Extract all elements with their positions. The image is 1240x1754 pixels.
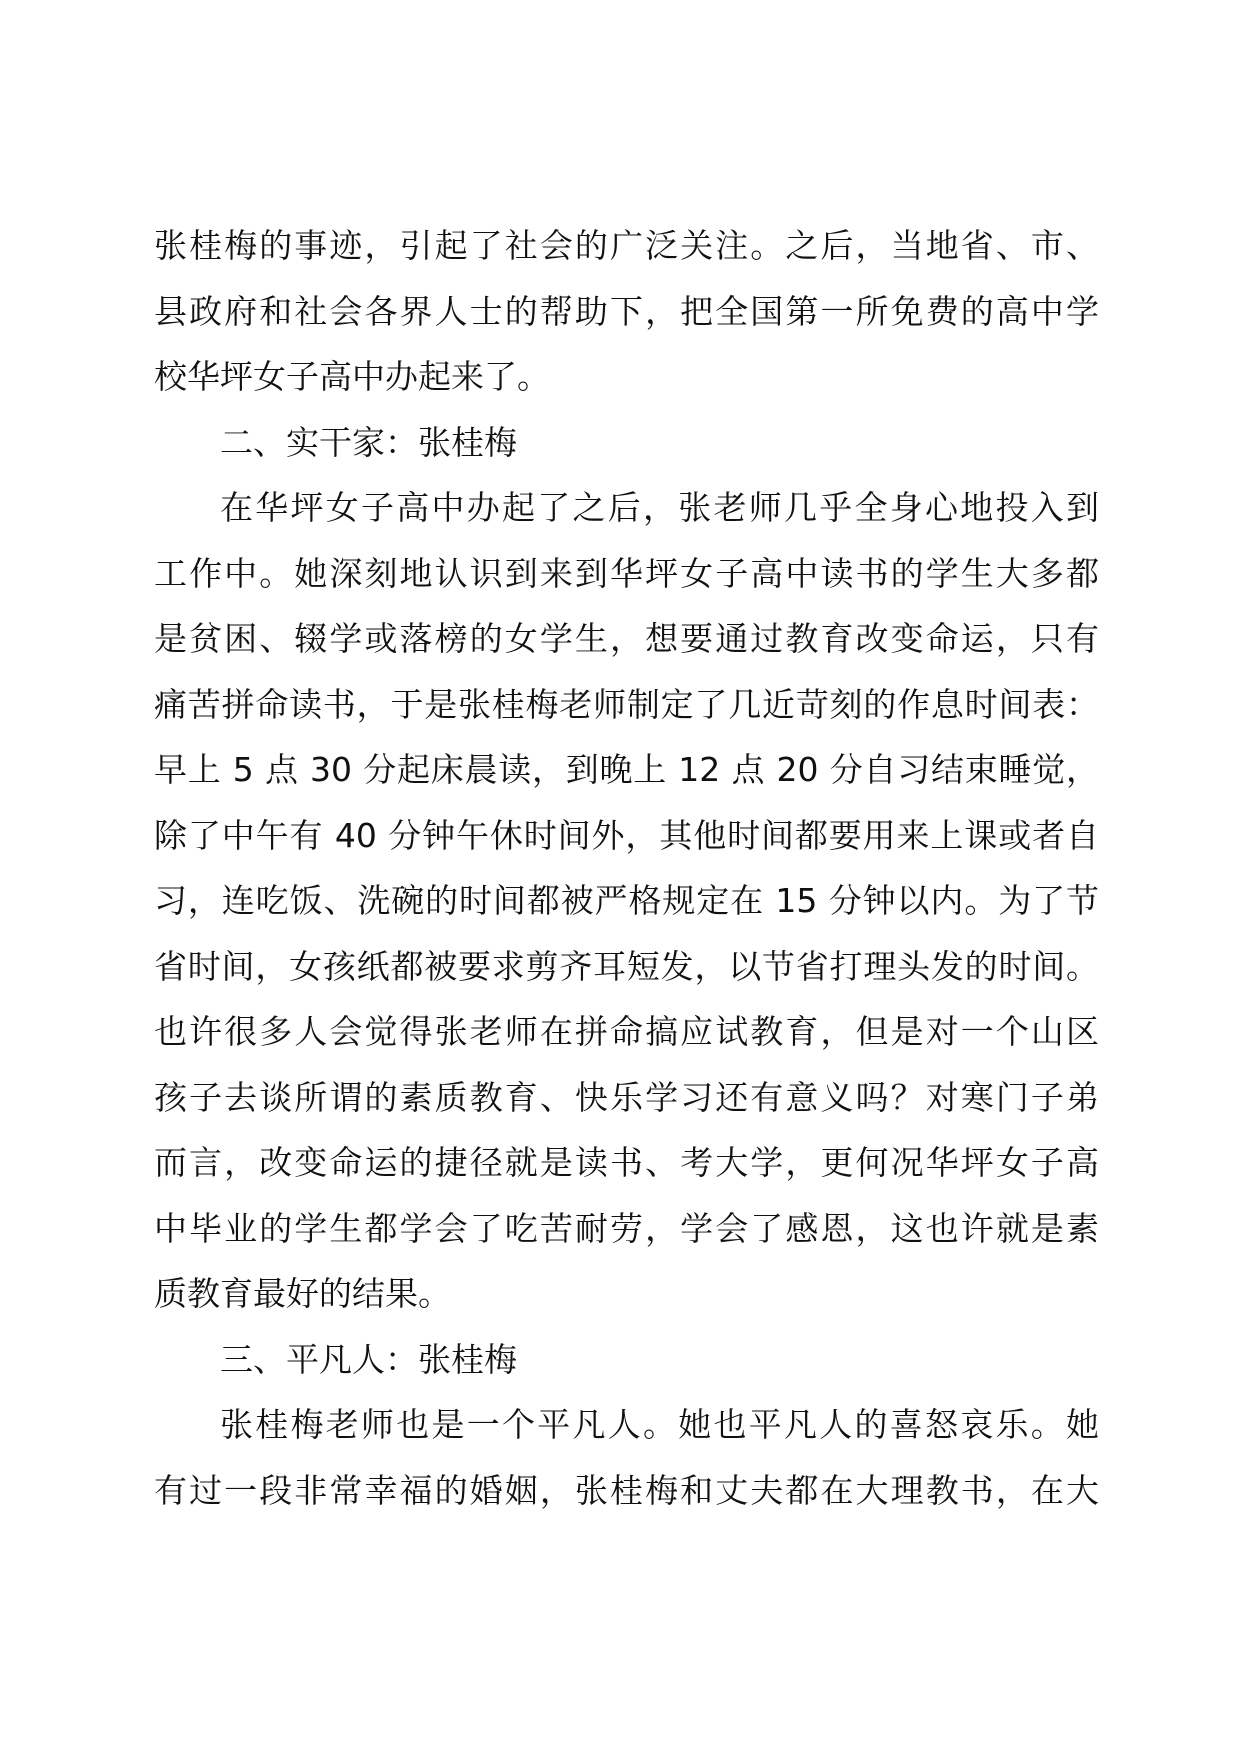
- text-line: 而言，改变命运的捷径就是读书、考大学，更何况华坪女子高: [154, 1143, 1099, 1182]
- text-line: 是贫困、辍学或落榜的女学生，想要通过教育改变命运，只有: [154, 619, 1099, 658]
- text-line: 张桂梅的事迹，引起了社会的广泛关注。之后，当地省、市、: [154, 226, 1099, 265]
- text-line: 质教育最好的结果。: [154, 1274, 451, 1313]
- text-line: 孩子去谈所谓的素质教育、快乐学习还有意义吗？对寒门子弟: [154, 1077, 1099, 1117]
- text-line: 除了中午有 40 分钟午休时间外，其他时间都要用来上课或者自: [154, 815, 1099, 855]
- text-line: 县政府和社会各界人士的帮助下，把全国第一所免费的高中学: [154, 291, 1099, 331]
- text-line: 校华坪女子高中办起来了。: [154, 357, 550, 396]
- paragraph: [154, 213, 1099, 410]
- text-line: 在华坪女子高中办起了之后，张老师几乎全身心地投入到: [220, 488, 1099, 527]
- text-line: 中毕业的学生都学会了吃苦耐劳，学会了感恩，这也许就是素: [154, 1208, 1099, 1248]
- paragraph: [154, 475, 1099, 1327]
- section-heading: 三、平凡人：张桂梅: [220, 1339, 517, 1379]
- text-line: 习，连吃饭、洗碗的时间都被严格规定在 15 分钟以内。为了节: [154, 881, 1099, 920]
- section-heading: 二、实干家：张桂梅: [220, 422, 517, 462]
- text-line: 痛苦拼命读书，于是张桂梅老师制定了几近苛刻的作息时间表：: [154, 684, 1099, 724]
- text-line: 张桂梅老师也是一个平凡人。她也平凡人的喜怒哀乐。她: [220, 1405, 1099, 1444]
- document-body: [154, 213, 1099, 1523]
- text-line: 早上 5 点 30 分起床晨读，到晚上 12 点 20 分自习结束睡觉，: [154, 750, 1099, 789]
- text-line: 有过一段非常幸福的婚姻，张桂梅和丈夫都在大理教书，在大: [154, 1470, 1099, 1510]
- text-line: 省时间，女孩纸都被要求剪齐耳短发，以节省打理头发的时间。: [154, 946, 1099, 986]
- text-line: 也许很多人会觉得张老师在拼命搞应试教育，但是对一个山区: [154, 1012, 1099, 1051]
- text-line: 工作中。她深刻地认识到来到华坪女子高中读书的学生大多都: [154, 553, 1099, 593]
- paragraph: [154, 1392, 1099, 1523]
